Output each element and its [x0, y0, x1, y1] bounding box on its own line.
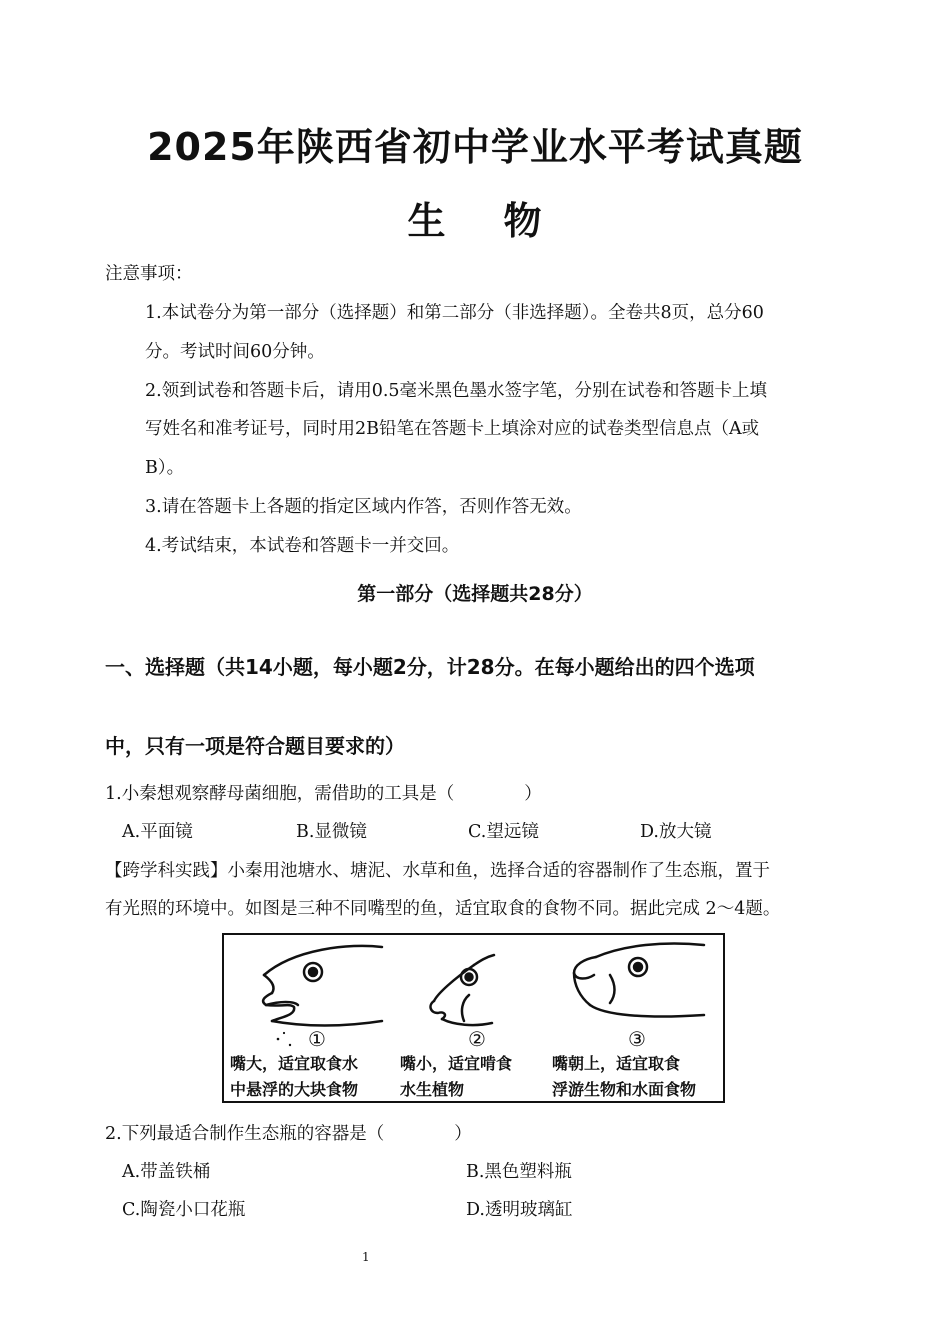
- question-2-option: B.黑色塑料瓶: [466, 1162, 572, 1182]
- exam-title: 2025年陕西省初中学业水平考试真题: [147, 125, 803, 169]
- note-line: 1.本试卷分为第一部分（选择题）和第二部分（非选择题）。全卷共8页，总分60: [145, 303, 764, 323]
- page-number: 1: [362, 1250, 370, 1264]
- question-2-option: C.陶瓷小口花瓶: [122, 1200, 246, 1220]
- section-heading: 一、选择题（共14小题，每小题2分，计28分。在每小题给出的四个选项: [105, 655, 755, 679]
- fish-1-caption: 中悬浮的大块食物: [230, 1080, 359, 1099]
- context-line: 【跨学科实践】小秦用池塘水、塘泥、水草和鱼，选择合适的容器制作了生态瓶，置于: [105, 861, 770, 881]
- fish-1-number: ①: [308, 1027, 326, 1051]
- part-title: 第一部分（选择题共28分）: [357, 583, 593, 605]
- question-1-option: D.放大镜: [640, 822, 712, 842]
- fish-1-caption: 嘴大，适宜取食水: [230, 1054, 359, 1073]
- question-1-stem: 1.小秦想观察酵母菌细胞，需借助的工具是（ ）: [105, 784, 542, 804]
- question-2-option: D.透明玻璃缸: [466, 1200, 573, 1220]
- bubbles-decoration: [277, 1032, 292, 1046]
- note-line: 2.领到试卷和答题卡后，请用0.5毫米黑色墨水签字笔，分别在试卷和答题卡上填: [145, 381, 768, 401]
- fish-2-head-icon: [431, 955, 494, 1025]
- note-line: 分。考试时间60分钟。: [145, 342, 325, 362]
- question-2-stem: 2.下列最适合制作生态瓶的容器是（ ）: [105, 1124, 472, 1144]
- fish-3-caption: 浮游生物和水面食物: [552, 1080, 697, 1099]
- fish-2-number: ②: [468, 1027, 486, 1051]
- note-line: 4.考试结束，本试卷和答题卡一并交回。: [145, 536, 460, 556]
- question-2-option: A.带盖铁桶: [122, 1162, 211, 1182]
- question-1-option: A.平面镜: [122, 822, 193, 842]
- fish-3-number: ③: [628, 1027, 646, 1051]
- subject-char: 物: [503, 199, 543, 243]
- fish-3-head-icon: [574, 944, 704, 1017]
- subject-title: [0, 190, 950, 245]
- fish-3-caption: 嘴朝上，适宜取食: [552, 1054, 681, 1073]
- notes-heading: 注意事项：: [105, 264, 193, 284]
- fish-2-caption: 水生植物: [400, 1080, 465, 1099]
- question-1-option: B.显微镜: [296, 822, 367, 842]
- fish-figure: [222, 933, 725, 1103]
- note-line: 3.请在答题卡上各题的指定区域内作答，否则作答无效。: [145, 497, 582, 517]
- context-line: 有光照的环境中。如图是三种不同嘴型的鱼，适宜取食的食物不同。据此完成 2～4题。: [105, 899, 781, 919]
- section-heading: 中，只有一项是符合题目要求的）: [105, 734, 405, 758]
- question-1-option: C.望远镜: [468, 822, 539, 842]
- subject-char: 生: [407, 199, 447, 243]
- fish-1-head-icon: [263, 946, 382, 1026]
- fish-2-caption: 嘴小，适宜啃食: [400, 1054, 513, 1073]
- note-line: B）。: [145, 458, 185, 478]
- note-line: 写姓名和准考证号，同时用2B铅笔在答题卡上填涂对应的试卷类型信息点（A或: [145, 419, 760, 439]
